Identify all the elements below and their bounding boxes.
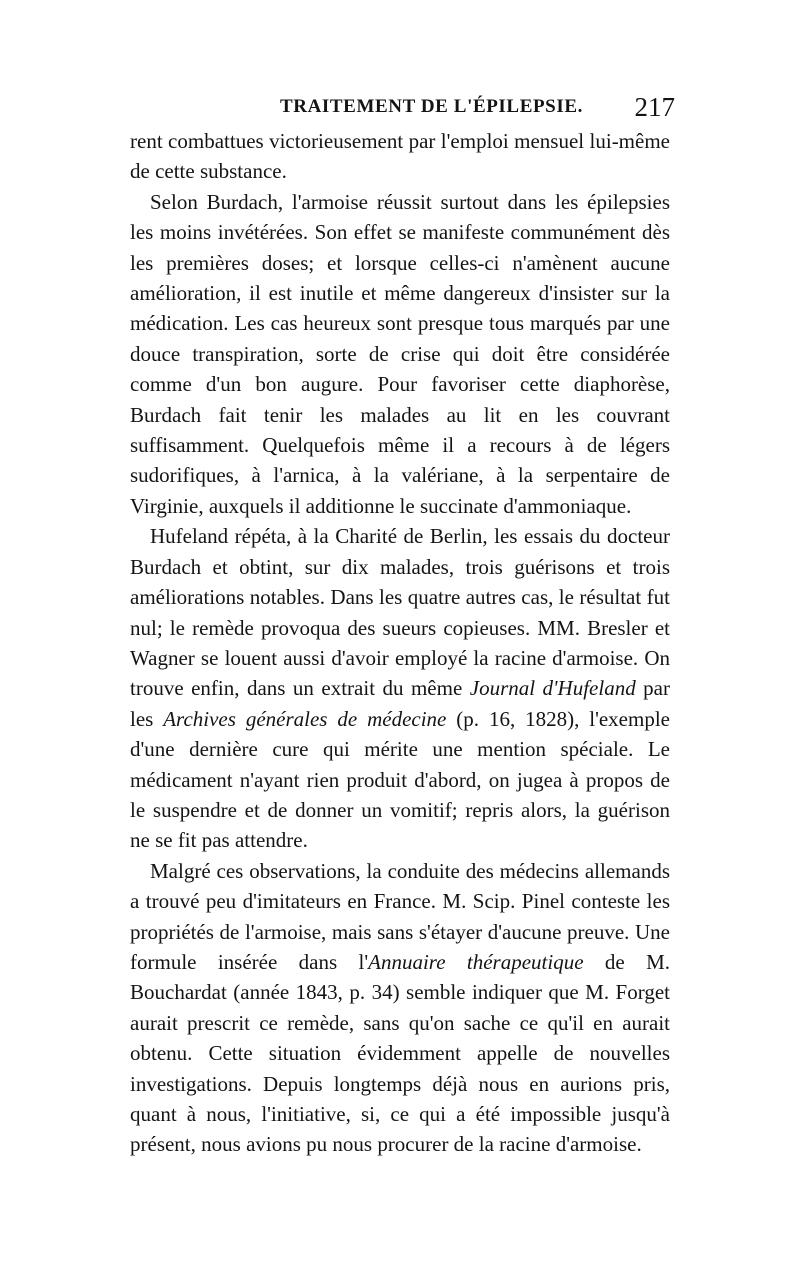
- text-run: (p. 16, 1828), l'exemple d'une dernière cure qui mérite une mention spéciale. Le médicament n'ayant rien produit d'abord, on jugea à propos de le suspendre et de donner un vomitif; repris alors, la guérison ne se fit pas attendre.: [130, 706, 670, 853]
- running-title: TRAITEMENT DE L'ÉPILEPSIE.: [280, 96, 583, 117]
- paragraph: [130, 521, 670, 855]
- italic-title: Journal d'Hufeland: [469, 676, 636, 701]
- running-head: [130, 90, 675, 124]
- paragraph: [130, 856, 670, 1160]
- italic-title: Archives générales de médecine: [163, 706, 447, 731]
- body-text: [130, 126, 670, 1160]
- italic-title: Annuaire thérapeutique: [368, 949, 584, 974]
- text-run: par les: [130, 676, 670, 731]
- text-run: de M. Bouchardat (année 1843, p. 34) semble indiquer que M. Forget aurait prescrit ce remède, sans qu'on sache ce qu'il en aurait obtenu. Cette situation évidemment appelle de nouvelles investigations. Depuis longtemps déjà nous en aurions pris, quant à nous, l'initiative, si, ce qui a été impossible jusqu'à présent, nous avions pu nous procurer de la racine d'armoise.: [130, 949, 670, 1157]
- page-number: 217: [634, 92, 675, 122]
- paragraph: [130, 187, 670, 521]
- text-run: Hufeland répéta, à la Charité de Berlin, les essais du docteur Burdach et obtint, sur dix malades, trois guérisons et trois améliorations notables. Dans les quatre autres cas, le résultat fut nul; le remède provoqua des sueurs copieuses. MM. Bresler et Wagner se louent aussi d'avoir employé la racine d'armoise. On trouve enfin, dans un extrait du même: [130, 524, 670, 701]
- paragraph: [130, 126, 670, 187]
- text-run: Selon Burdach, l'armoise réussit surtout dans les épilepsies les moins invétérées. Son effet se manifeste communément dès les premières doses; et lorsque celles-ci n'amènent aucune amélioration, il est inutile et même dangereux d'insister sur la médication. Les cas heureux sont presque tous marqués par une douce transpiration, sorte de crise qui doit être considérée comme d'un bon augure. Pour favoriser cette diaphorèse, Burdach fait tenir les malades au lit en les couvrant suffisamment. Quelquefois même il a recours à de légers sudorifiques, à l'arnica, à la valériane, à la serpentaire de Virginie, auxquels il additionne le succinate d'ammoniaque.: [130, 189, 670, 518]
- text-run: Malgré ces observations, la conduite des médecins allemands a trouvé peu d'imitateurs en France. M. Scip. Pinel conteste les propriétés de l'armoise, mais sans s'étayer d'aucune preuve. Une formule insérée dans l': [130, 858, 670, 974]
- text-run: rent combattues victorieusement par l'emploi mensuel lui-même de cette substance.: [130, 129, 670, 184]
